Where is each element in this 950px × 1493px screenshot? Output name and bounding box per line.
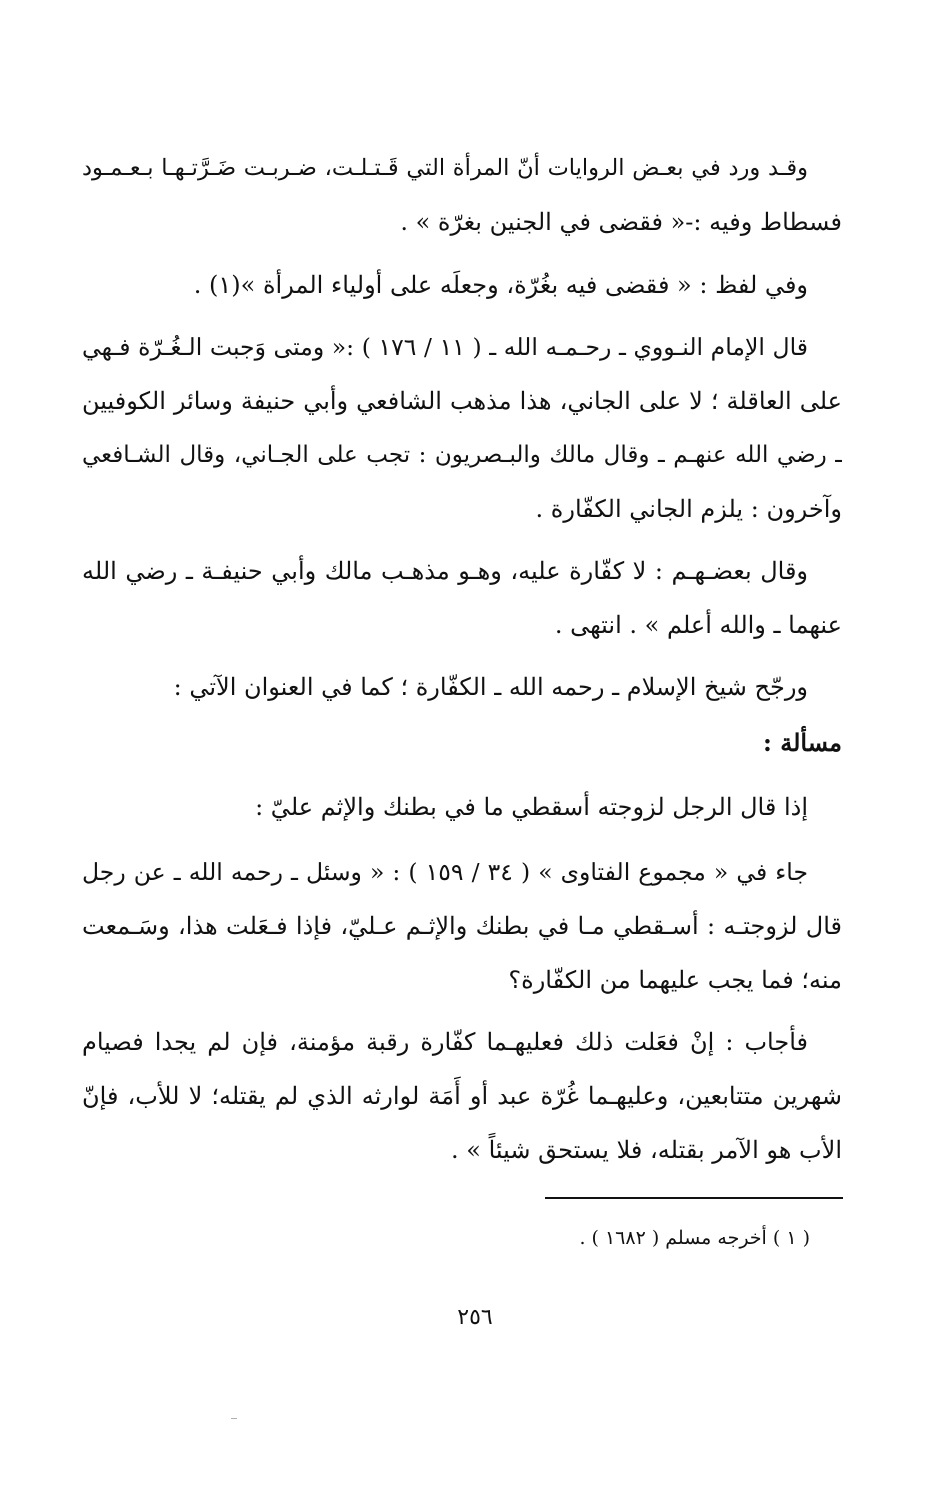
- text-line: فأجاب : إنْ فعَلت ذلك فعليهـما كفّارة رقبة مؤمنة، فإن لم يجدا فصيام: [82, 1028, 808, 1056]
- paragraph-2: [82, 258, 842, 312]
- footnote: ( ١ ) أخرجه مسلم ( ١٦٨٢ ) .: [579, 1227, 810, 1249]
- paragraph-answer: [82, 1015, 842, 1177]
- text-line: إذا قال الرجل لزوجته أسقطي ما في بطنك والإثم عليّ :: [255, 793, 808, 821]
- text-line: قال الإمام النـووي ـ رحـمـه الله ـ ( ١١ / ١٧٦ ) :« ومتى وَجبت الـغُـرّة فـهي: [82, 333, 808, 361]
- heading-text: مسألة :: [763, 728, 842, 757]
- text-line: قال لزوجتـه : أسـقطي مـا في بطنك والإثـم عـليّ، فإذا فـعَلت هذا، وسَـمعت: [82, 912, 842, 940]
- text-line: وفي لفظ : « فقضى فيه بغُرّة، وجعلَه على أولياء المرأة »(١) .: [193, 271, 808, 299]
- paragraph-3: [82, 320, 842, 536]
- text-line: ـ رضي الله عنهـم ـ وقال مالك والبـصريون : تجب على الجـاني، وقال الشـافعي: [82, 442, 842, 468]
- text-line: فسطاط وفيه :-« فقضى في الجنين بغرّة » .: [400, 208, 842, 236]
- footnote-divider: [545, 1197, 843, 1199]
- paragraph-fatwa-quote: [82, 845, 842, 1007]
- text-line: شهرين متتابعين، وعليهـما غُرّة عبد أو أَمَة لوارثه الذي لم يقتله؛ لا للأب، فإنّ: [82, 1082, 842, 1110]
- text-line: وقال بعضـهـم : لا كفّارة عليه، وهـو مذهـب مالك وأبي حنيفـة ـ رضي الله: [82, 557, 808, 585]
- paragraph-4: [82, 544, 842, 652]
- scan-speck: [231, 1418, 237, 1419]
- paragraph-1: [82, 141, 842, 249]
- paragraph-5: [82, 660, 842, 714]
- text-line: ورجّح شيخ الإسلام ـ رحمه الله ـ الكفّارة ؛ كما في العنوان الآتي :: [173, 673, 808, 701]
- text-line: على العاقلة ؛ لا على الجاني، هذا مذهب الشافعي وأبي حنيفة وسائر الكوفيين: [82, 387, 842, 415]
- text-line: وقـد ورد في بعـض الروايات أنّ المرأة التي قَـتـلـت، ضـربـت ضَـرَّتـهـا بـعـمـود: [82, 155, 808, 181]
- text-line: عنهما ـ والله أعلم » . انتهى .: [554, 611, 842, 639]
- text-line: الأب هو الآمر بقتله، فلا يستحق شيئاً » .: [451, 1136, 842, 1164]
- paragraph-question: [82, 780, 842, 834]
- text-line: جاء في « مجموع الفتاوى » ( ٣٤ / ١٥٩ ) : « وسئل ـ رحمه الله ـ عن رجل: [82, 858, 808, 886]
- page-number: ٢٥٦: [457, 1305, 493, 1330]
- section-heading: [82, 716, 842, 770]
- text-line: منه؛ فما يجب عليهما من الكفّارة؟: [508, 966, 842, 994]
- text-line: وآخرون : يلزم الجاني الكفّارة .: [535, 495, 842, 523]
